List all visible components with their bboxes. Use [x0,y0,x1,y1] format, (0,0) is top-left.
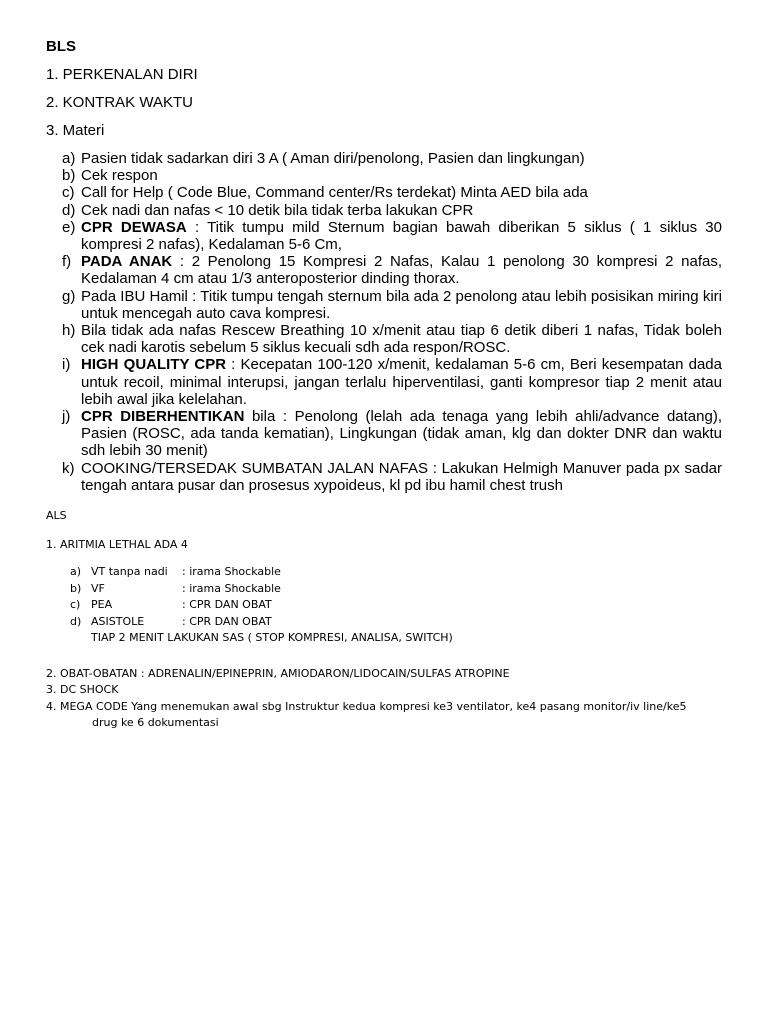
bold-term: CPR DEWASA [81,218,187,236]
sas-note: TIAP 2 MENIT LAKUKAN SAS ( STOP KOMPRESI, ANALISA, SWITCH) [91,631,453,645]
item-text: Call for Help ( Code Blue, Command center/Rs terdekat) Minta AED bila ada [81,184,588,202]
list-item [70,597,722,614]
list-marker: d) [70,614,82,628]
list-item [62,167,722,184]
list-item [62,356,722,408]
item-text: Bila tidak ada nafas Rescew Breathing 10 x/menit atau tiap 6 detik diberi 1 nafas, Tidak boleh cek nadi karotis sebelum 5 siklus kecuali sdh ada respon/ROSC. [81,322,722,357]
rhythm-name: PEA [91,598,113,612]
list-marker: b) [70,581,82,595]
list-item [62,150,722,167]
item-text: : Titik tumpu mild Sternum bagian bawah diberikan 5 siklus ( 1 siklus 30 kompresi 2 nafas), Kedalaman 5-6 Cm, [81,218,722,254]
als-remaining-list [46,666,722,732]
item-text: Pasien tidak sadarkan diri 3 A ( Aman diri/penolong, Pasien dan lingkungan) [81,150,585,167]
als-item-4: 4. MEGA CODE Yang menemukan awal sbg Instruktur kedua kompresi ke3 ventilator, ke4 pasang monitor/iv line/ke5 [46,699,687,713]
item-text: Pada IBU Hamil : Titik tumpu tengah sternum bila ada 2 penolong atau lebih posisikan miring kiri untuk mencegah auto cava kompresi. [81,287,722,322]
item-text: : 2 Penolong 15 Kompresi 2 Nafas, Kalau 1 penolong 30 kompresi 2 nafas, Kedalaman 4 cm atau 1/3 anteroposterior dinding thorax. [81,253,722,288]
rhythm-value: : irama Shockable [182,565,281,579]
bls-intro-2: 2. KONTRAK WAKTU [46,94,193,111]
list-item [62,288,722,322]
list-marker: a) [62,150,76,167]
item-text: bila : Penolong (lelah ada tenaga yang lebih ahli/advance datang), Pasien (ROSC, ada tanda kematian), Lingkungan (tidak aman, klg dan dokter DNR dan waktu sdh lebih 30 menit) [81,408,722,460]
list-item [62,408,722,460]
bold-term: PADA ANAK [81,253,173,271]
list-item [62,219,722,253]
list-item [62,460,722,494]
list-marker: i) [62,356,71,374]
item-text: Cek respon [81,167,158,185]
list-marker: g) [62,287,76,305]
rhythm-name: ASISTOLE [91,614,145,628]
bls-heading: BLS [46,38,76,55]
als-item-1: 1. ARITMIA LETHAL ADA 4 [46,537,188,551]
item-text: COOKING/TERSEDAK SUMBATAN JALAN NAFAS : Lakukan Helmigh Manuver pada px sadar tengah antara pusar dan prosesus xypoideus, kl pd ibu hamil chest trush [81,459,722,494]
rhythm-value: : CPR DAN OBAT [182,598,272,612]
list-marker: b) [62,167,76,185]
list-item [70,564,722,581]
list-marker: d) [62,201,76,219]
als-item-2: 2. OBAT-OBATAN : ADRENALIN/EPINEPRIN, AMIODARON/LIDOCAIN/SULFAS ATROPINE [46,666,510,680]
list-marker: k) [62,459,75,477]
rhythm-name: VF [91,581,105,595]
list-item [70,581,722,598]
list-marker: a) [70,565,82,579]
list-marker: f) [62,253,72,271]
list-marker: h) [62,322,76,340]
bls-intro-3: 3. Materi [46,122,105,139]
rhythm-name: VT tanpa nadi [91,565,168,579]
rhythm-list [70,564,722,647]
list-marker: j) [62,408,71,426]
list-marker: c) [70,598,81,612]
rhythm-value: : CPR DAN OBAT [182,614,272,628]
bold-term: HIGH QUALITY CPR [81,356,227,374]
bls-intro-1: 1. PERKENALAN DIRI [46,66,198,83]
list-item [70,614,722,631]
list-item [62,184,722,201]
list-item [62,253,722,287]
item-text: : Kecepatan 100-120 x/menit, kedalaman 5-6 cm, Beri kesempatan dada untuk recoil, minimal interupsi, jangan terlalu hiperventilasi, ganti kompresor tiap 2 menit atau lebih awal jika kelelahan. [81,356,722,408]
bls-materi-list [62,150,722,494]
als-heading: ALS [46,509,67,523]
rhythm-value: : irama Shockable [182,581,281,595]
list-marker: c) [62,184,75,202]
item-text: Cek nadi dan nafas < 10 detik bila tidak terba lakukan CPR [81,201,474,219]
als-item-3: 3. DC SHOCK [46,683,119,697]
als-item-4-continued: drug ke 6 dokumentasi [92,716,219,730]
list-marker: e) [62,218,76,236]
list-item [62,202,722,219]
bold-term: CPR DIBERHENTIKAN [81,408,245,426]
list-item [62,322,722,356]
